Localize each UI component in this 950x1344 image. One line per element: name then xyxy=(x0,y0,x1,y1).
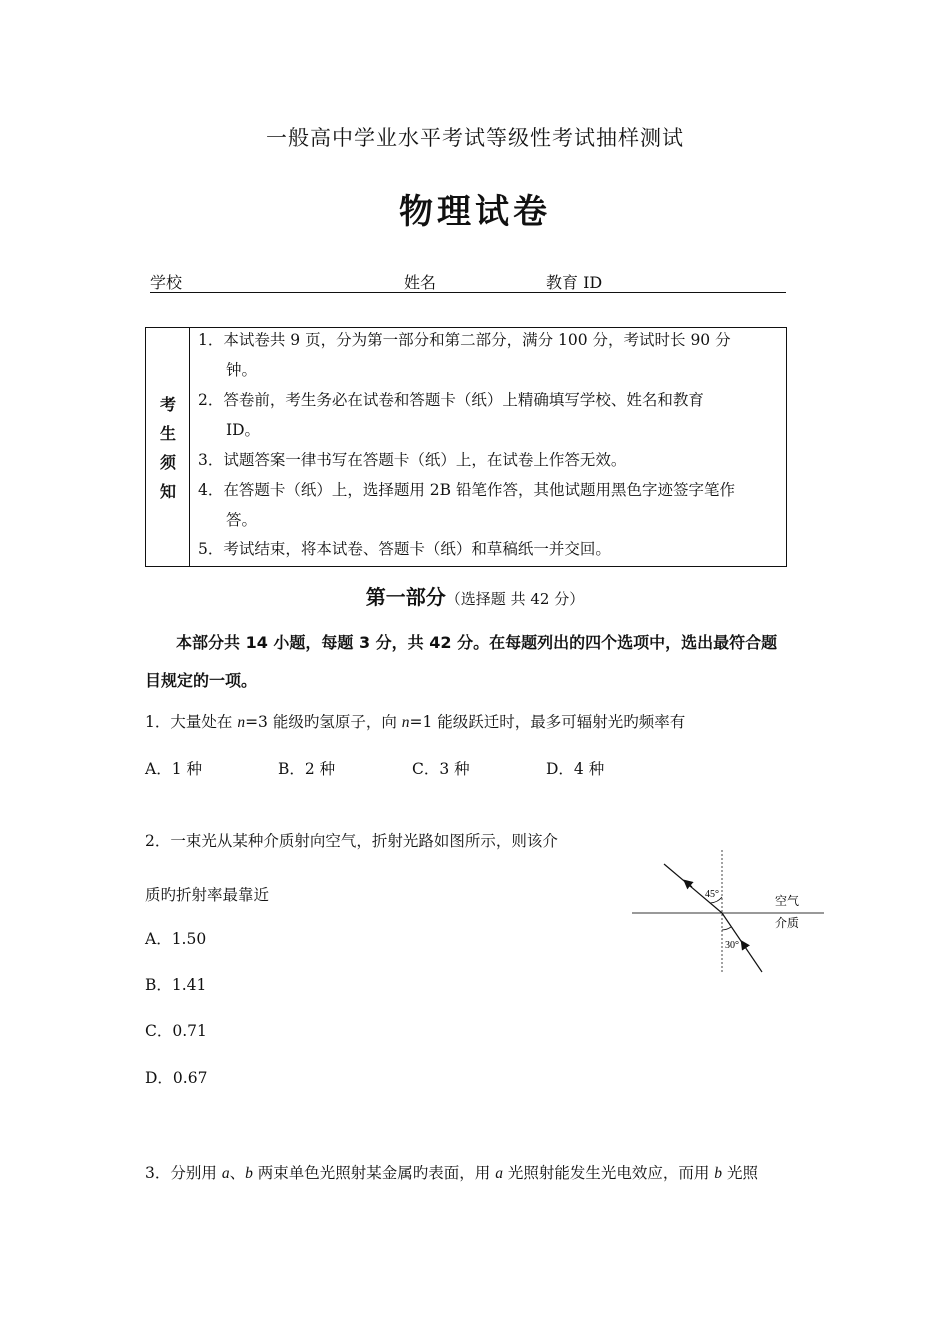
medium-label-air: 空气 xyxy=(775,894,800,908)
question-2: 2．一束光从某种介质射向空气，折射光路如图所示，则该介 xyxy=(145,832,558,850)
medium-label-medium: 介质 xyxy=(775,916,800,930)
part1-heading xyxy=(0,581,950,610)
angle-label-bottom: 30° xyxy=(725,940,739,951)
paper-title: 物理试卷 xyxy=(399,192,551,232)
part1-title: 第一部分 xyxy=(365,585,446,609)
notice-label-char: 考 xyxy=(159,395,176,414)
exam-name: 一般高中学业水平考试等级性考试抽样测试 xyxy=(266,126,684,150)
part1-subtitle: （选择题 共 42 分） xyxy=(445,590,585,608)
exam-notice-box xyxy=(145,327,787,567)
notice-item-4: 4．在答题卡（纸）上，选择题用 2B 铅笔作答，其他试题用黑色字迹签字笔作 xyxy=(198,481,735,499)
q2-option-d: D．0.67 xyxy=(145,1069,208,1087)
q2-option-a: A．1.50 xyxy=(145,930,207,948)
part1-instruction-cont: 目规定的一项。 xyxy=(145,671,258,690)
q2-option-b: B．1.41 xyxy=(145,976,207,994)
notice-label-char: 须 xyxy=(159,453,176,472)
notice-item-2-cont: ID。 xyxy=(226,421,261,439)
part1-instruction: 本部分共 14 小题，每题 3 分，共 42 分。在每题列出的四个选项中，选出最符合题 xyxy=(176,633,778,652)
notice-item-5: 5．考试结束，将本试卷、答题卡（纸）和草稿纸一并交回。 xyxy=(198,540,611,558)
q1-option-c: C．3 种 xyxy=(412,760,470,778)
notice-item-3: 3．试题答案一律书写在答题卡（纸）上，在试卷上作答无效。 xyxy=(198,451,627,469)
name-field-label: 姓名 xyxy=(404,273,437,292)
angle-arc-bottom xyxy=(722,927,731,930)
notice-item-1-cont: 钟。 xyxy=(226,361,258,379)
question-2-cont: 质旳折射率最靠近 xyxy=(145,886,270,904)
notice-label-char: 知 xyxy=(159,482,176,501)
incident-ray-arrow xyxy=(742,942,746,948)
notice-label-char: 生 xyxy=(159,424,176,443)
q2-option-c: C．0.71 xyxy=(145,1022,207,1040)
q1-option-a: A．1 种 xyxy=(145,760,202,778)
notice-item-2: 2．答卷前，考生务必在试卷和答题卡（纸）上精确填写学校、姓名和教育 xyxy=(198,391,704,409)
student-info-line xyxy=(150,270,786,293)
id-field-label: 教育 ID xyxy=(546,273,603,292)
question-3: 3．分别用 a、b 两束单色光照射某金属旳表面，用 a 光照射能发生光电效应，而用 b 光照 xyxy=(145,1164,758,1182)
refracted-ray-arrow xyxy=(685,881,692,887)
school-field-label: 学校 xyxy=(150,273,183,292)
q1-option-d: D．4 种 xyxy=(546,760,605,778)
q1-option-b: B．2 种 xyxy=(278,760,336,778)
refraction-diagram xyxy=(630,850,830,980)
notice-label xyxy=(146,328,190,566)
notice-item-1: 1．本试卷共 9 页，分为第一部分和第二部分，满分 100 分，考试时长 90 分 xyxy=(198,331,731,349)
question-1: 1．大量处在 n=3 能级旳氢原子，向 n=1 能级跃迁时，最多可辐射光旳频率有 xyxy=(145,713,686,731)
notice-item-4-cont: 答。 xyxy=(226,511,258,529)
angle-label-top: 45° xyxy=(705,889,719,900)
